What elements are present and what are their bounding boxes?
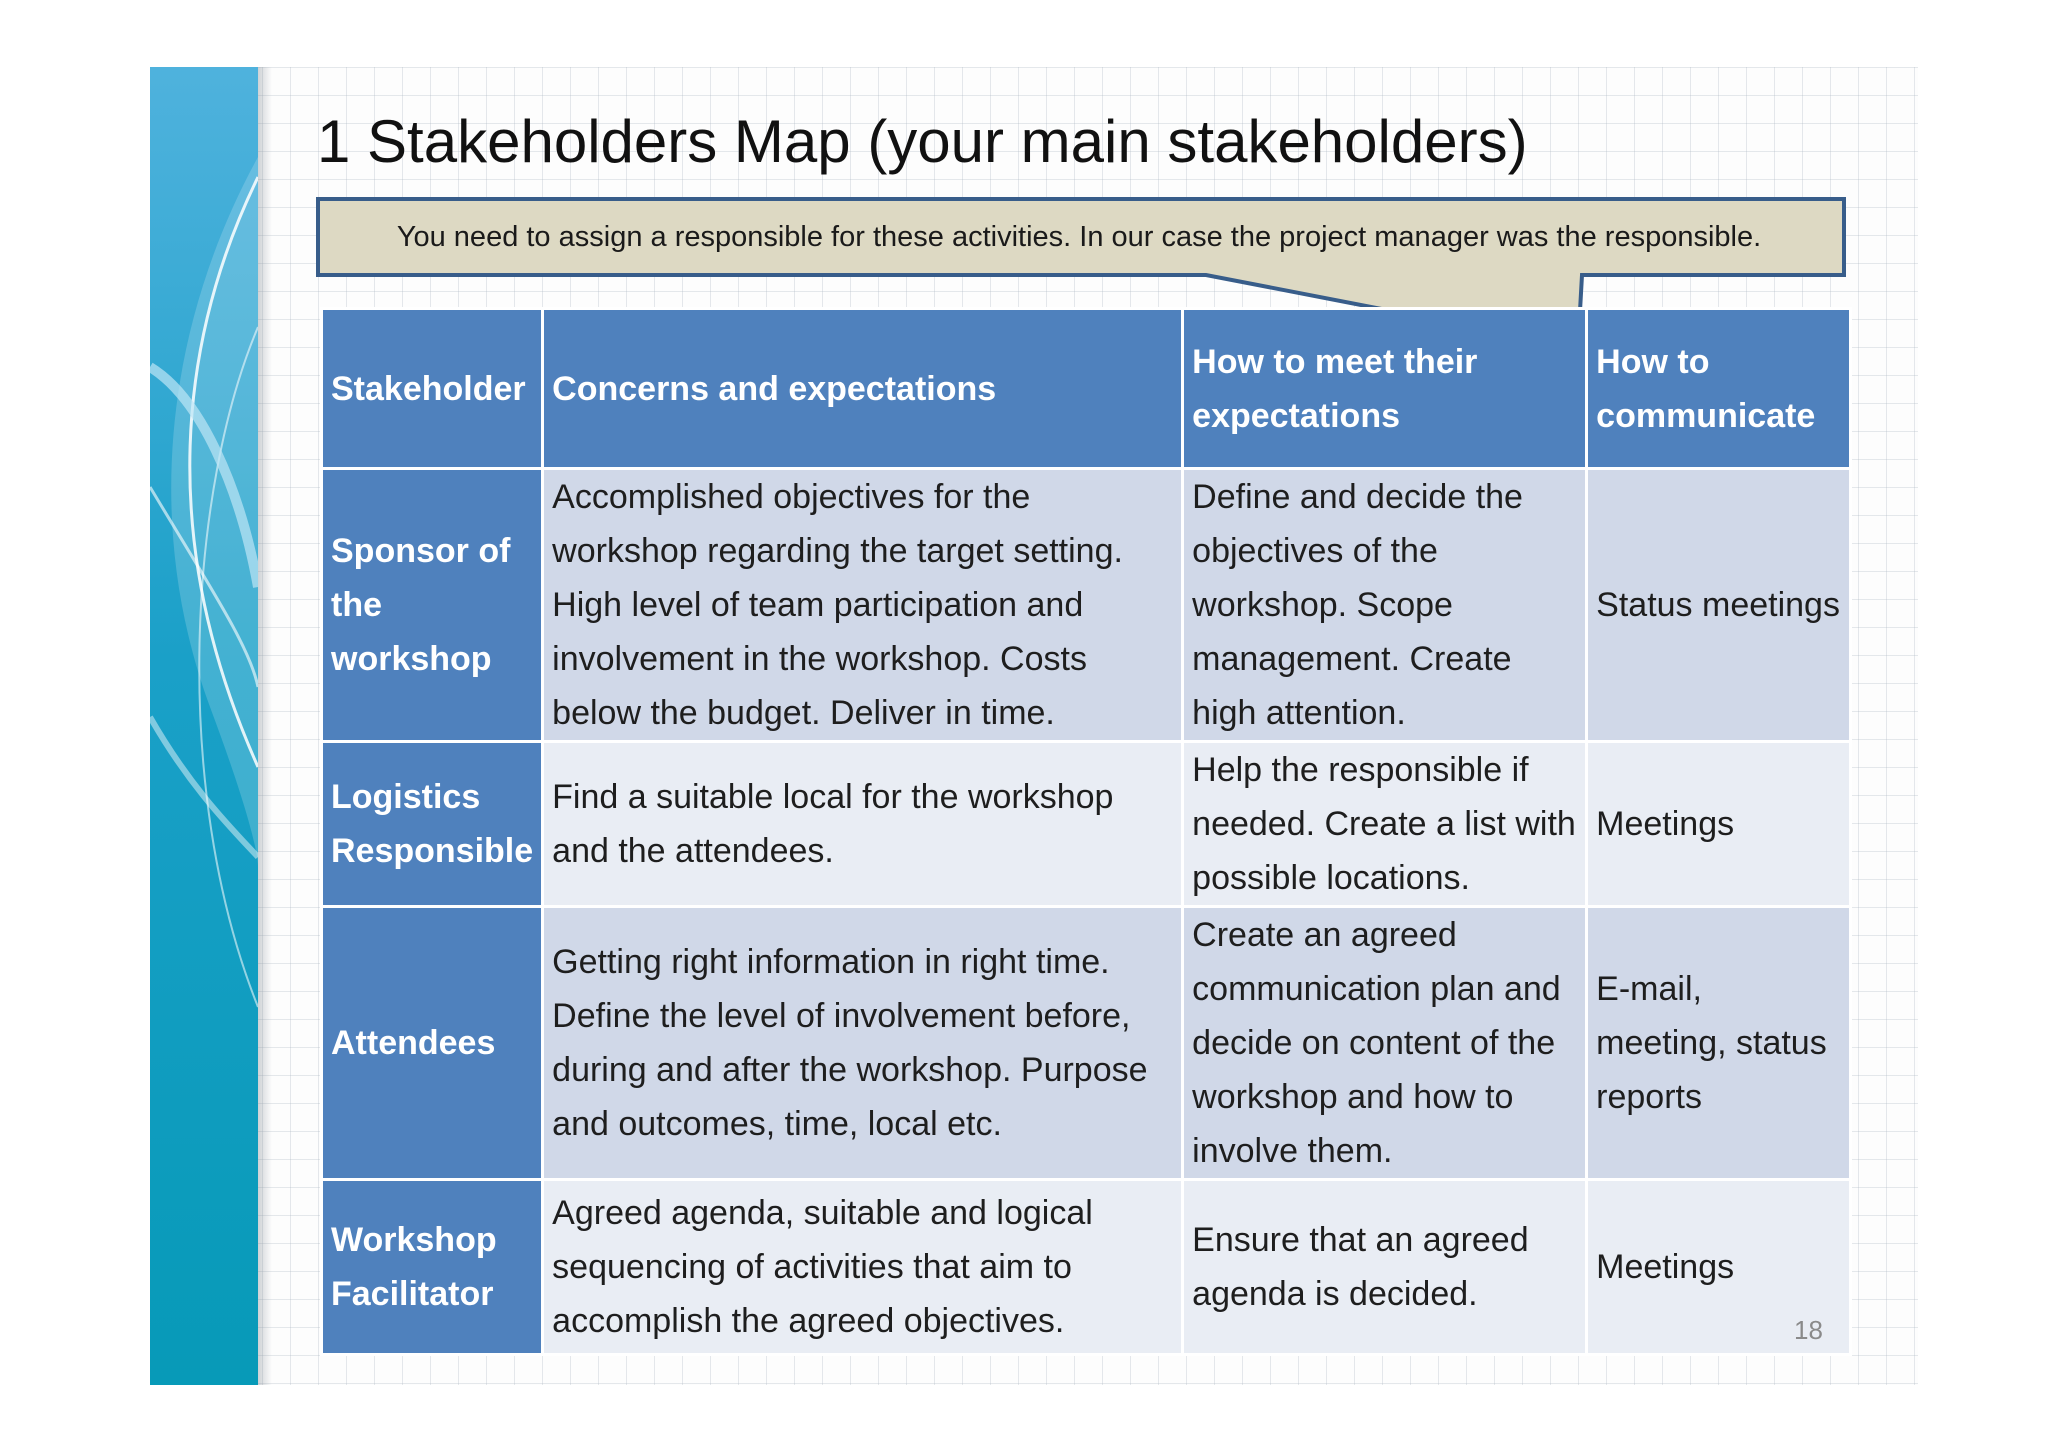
concerns-cell: Find a suitable local for the workshop and the attendees. bbox=[543, 742, 1183, 907]
table-header-row bbox=[322, 309, 1851, 469]
header-stakeholder: Stakeholder bbox=[322, 309, 543, 469]
decorative-side-band bbox=[150, 67, 258, 1385]
meet-cell: Define and decide the objectives of the workshop. Scope management. Create high attention. bbox=[1183, 469, 1587, 742]
stakeholder-cell: Sponsor of the workshop bbox=[322, 469, 543, 742]
band-shadow bbox=[258, 67, 272, 1385]
communicate-cell: Meetings bbox=[1587, 1180, 1851, 1355]
page-number: 18 bbox=[1794, 1315, 1823, 1345]
stakeholders-table bbox=[320, 307, 1852, 1356]
meet-cell: Create an agreed communication plan and decide on content of the workshop and how to involve them. bbox=[1183, 907, 1587, 1180]
header-concerns: Concerns and expectations bbox=[543, 309, 1183, 469]
table-row bbox=[322, 1180, 1851, 1355]
table-row bbox=[322, 907, 1851, 1180]
header-how-to-meet: How to meet their expectations bbox=[1183, 309, 1587, 469]
communicate-cell: Meetings bbox=[1587, 742, 1851, 907]
table-row bbox=[322, 742, 1851, 907]
wave-decoration-icon bbox=[150, 67, 258, 1385]
stakeholder-cell: Workshop Facilitator bbox=[322, 1180, 543, 1355]
communicate-cell: Status meetings bbox=[1587, 469, 1851, 742]
table-row bbox=[322, 469, 1851, 742]
header-how-to-communicate: How to communicate bbox=[1587, 309, 1851, 469]
stakeholder-cell: Logistics Responsible bbox=[322, 742, 543, 907]
communicate-cell: E-mail, meeting, status reports bbox=[1587, 907, 1851, 1180]
slide-title: 1 Stakeholders Map (your main stakeholders) bbox=[317, 108, 1528, 175]
callout-note: You need to assign a responsible for these activities. In our case the project manager was the responsible. bbox=[396, 220, 1762, 253]
concerns-cell: Getting right information in right time. Define the level of involvement before, during and after the workshop. Purpose and outcomes, time, local etc. bbox=[543, 907, 1183, 1180]
slide bbox=[150, 67, 1918, 1385]
meet-cell: Ensure that an agreed agenda is decided. bbox=[1183, 1180, 1587, 1355]
concerns-cell: Agreed agenda, suitable and logical sequencing of activities that aim to accomplish the agreed objectives. bbox=[543, 1180, 1183, 1355]
stakeholder-cell: Attendees bbox=[322, 907, 543, 1180]
meet-cell: Help the responsible if needed. Create a list with possible locations. bbox=[1183, 742, 1587, 907]
concerns-cell: Accomplished objectives for the workshop regarding the target setting. High level of team participation and involvement in the workshop. Costs below the budget. Deliver in time. bbox=[543, 469, 1183, 742]
